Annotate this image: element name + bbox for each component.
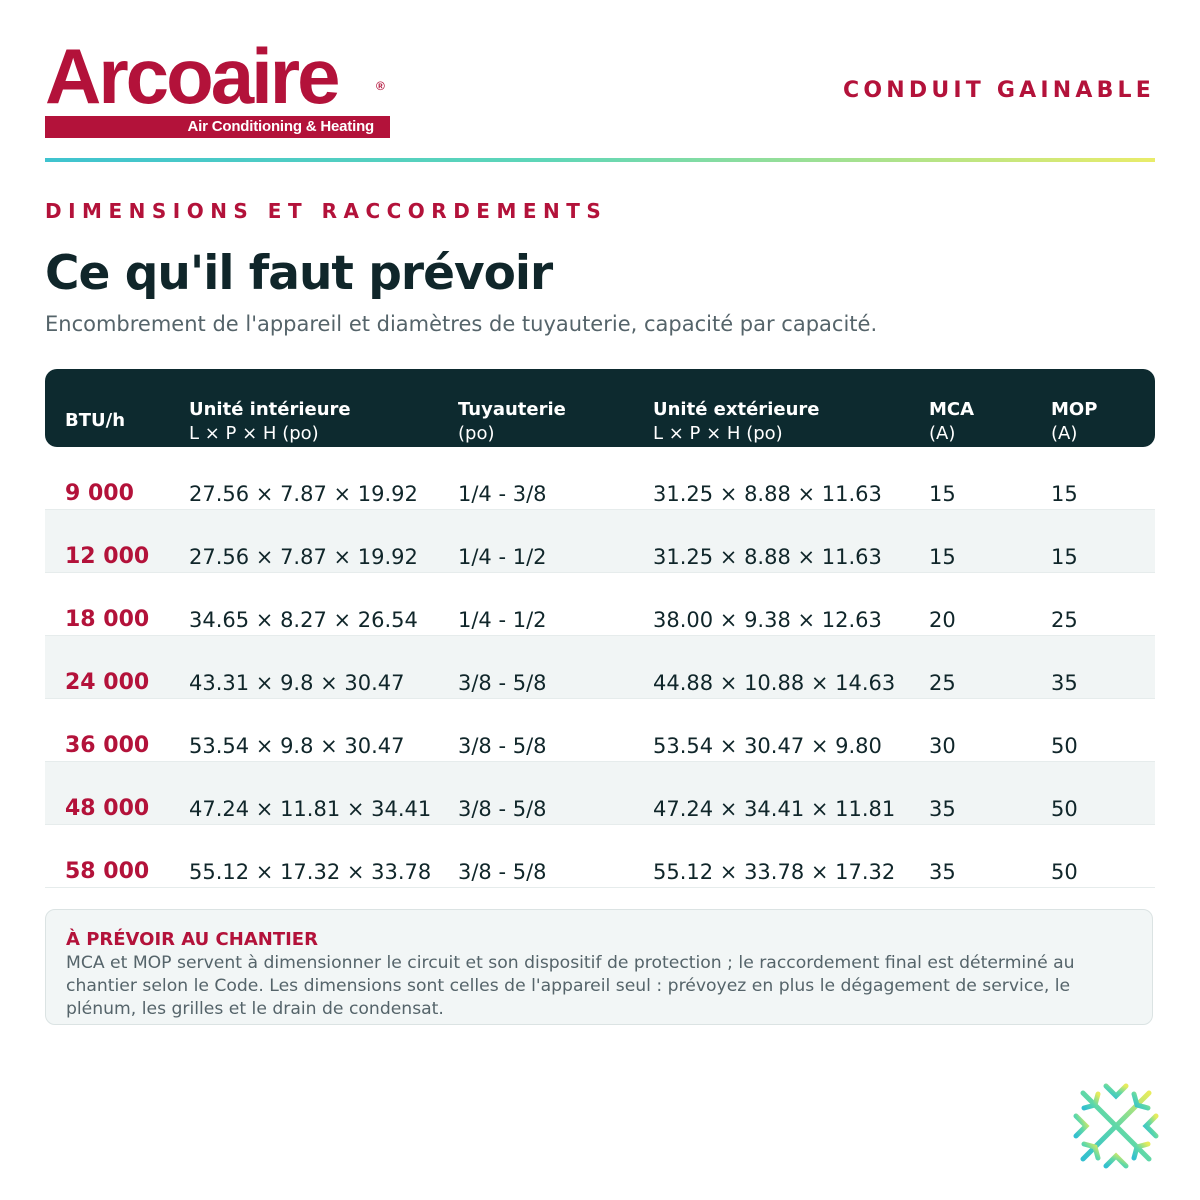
header-btu [65,409,125,433]
cell-piping: 3/8 - 5/8 [458,734,547,758]
snowflake-sun-icon [1062,1072,1170,1180]
cell-btu: 36 000 [65,733,150,758]
cell-outdoor-dimensions: 31.25 × 8.88 × 11.63 [653,482,882,506]
header-piping-unit: (po) [458,423,495,444]
cell-outdoor-dimensions: 44.88 × 10.88 × 14.63 [653,671,896,695]
table-row [45,447,1155,510]
cell-mca: 15 [929,482,956,506]
brand-tagline: Air Conditioning & Heating [45,116,390,138]
header-mca [929,398,974,446]
cell-piping: 3/8 - 5/8 [458,671,547,695]
gradient-divider [45,158,1155,162]
callout-title: À PRÉVOIR AU CHANTIER [66,929,318,950]
cell-piping: 1/4 - 3/8 [458,482,547,506]
header-mca-label: MCA [929,399,975,420]
site-notes-callout [45,909,1153,1025]
cell-mop: 25 [1051,608,1078,632]
cell-indoor-dimensions: 27.56 × 7.87 × 19.92 [189,545,418,569]
header-piping-label: Tuyauterie [458,399,566,420]
cell-indoor-dimensions: 27.56 × 7.87 × 19.92 [189,482,418,506]
section-eyebrow: DIMENSIONS ET RACCORDEMENTS [45,199,608,223]
cell-indoor-dimensions: 53.54 × 9.8 × 30.47 [189,734,405,758]
brand-logo [45,32,390,138]
cell-btu: 24 000 [65,670,150,695]
header-mop [1051,398,1097,446]
header-btu-label: BTU/h [65,410,126,431]
brand-wordmark [45,32,390,120]
table-row [45,510,1155,573]
cell-piping: 3/8 - 5/8 [458,797,547,821]
cell-btu: 58 000 [65,859,150,884]
table-row [45,762,1155,825]
cell-outdoor-dimensions: 47.24 × 34.41 × 11.81 [653,797,896,821]
header-indoor-unit-label: L × P × H (po) [189,423,319,444]
registered-mark: ® [376,79,385,93]
header-outdoor-unit-label: L × P × H (po) [653,423,783,444]
page-subtitle: Encombrement de l'appareil et diamètres de tuyauterie, capacité par capacité. [45,312,878,336]
cell-mop: 50 [1051,860,1078,884]
cell-mop: 15 [1051,482,1078,506]
cell-mop: 50 [1051,734,1078,758]
cell-indoor-dimensions: 34.65 × 8.27 × 26.54 [189,608,418,632]
cell-mop: 35 [1051,671,1078,695]
cell-mca: 30 [929,734,956,758]
cell-piping: 1/4 - 1/2 [458,545,547,569]
page-title: Ce qu'il faut prévoir [45,246,553,301]
table-row [45,636,1155,699]
cell-btu: 12 000 [65,544,150,569]
cell-outdoor-dimensions: 31.25 × 8.88 × 11.63 [653,545,882,569]
cell-outdoor-dimensions: 53.54 × 30.47 × 9.80 [653,734,882,758]
header-indoor-label: Unité intérieure [189,399,351,420]
cell-outdoor-dimensions: 55.12 × 33.78 × 17.32 [653,860,896,884]
header-indoor-unit [189,398,351,446]
table-row [45,573,1155,636]
cell-mca: 25 [929,671,956,695]
cell-mca: 20 [929,608,956,632]
table-body [45,447,1155,888]
cell-btu: 48 000 [65,796,150,821]
cell-indoor-dimensions: 43.31 × 9.8 × 30.47 [189,671,405,695]
header-mca-unit: (A) [929,423,956,444]
cell-mop: 15 [1051,545,1078,569]
header-outdoor-label: Unité extérieure [653,399,820,420]
cell-btu: 9 000 [65,481,134,506]
header-outdoor-unit [653,398,819,446]
cell-piping: 1/4 - 1/2 [458,608,547,632]
cell-indoor-dimensions: 55.12 × 17.32 × 33.78 [189,860,432,884]
cell-mca: 35 [929,860,956,884]
document-category: CONDUIT GAINABLE [843,78,1155,103]
cell-indoor-dimensions: 47.24 × 11.81 × 34.41 [189,797,432,821]
table-row [45,825,1155,888]
callout-body: MCA et MOP servent à dimensionner le circuit et son dispositif de protection ; le raccordement final est déterminé au chantier selon le Code. Les dimensions sont celles de l'appareil seul : prévoyez en plus le dégagement de service, le plénum, les grilles et le drain de condensat. [66,953,1075,1019]
cell-mop: 50 [1051,797,1078,821]
cell-mca: 35 [929,797,956,821]
cell-piping: 3/8 - 5/8 [458,860,547,884]
cell-btu: 18 000 [65,607,150,632]
header-mop-unit: (A) [1051,423,1078,444]
cell-mca: 15 [929,545,956,569]
header-piping [458,398,566,446]
brand-name: Arcoaire [45,32,338,120]
header-mop-label: MOP [1051,399,1098,420]
cell-outdoor-dimensions: 38.00 × 9.38 × 12.63 [653,608,882,632]
table-row [45,699,1155,762]
table-header [45,369,1155,447]
